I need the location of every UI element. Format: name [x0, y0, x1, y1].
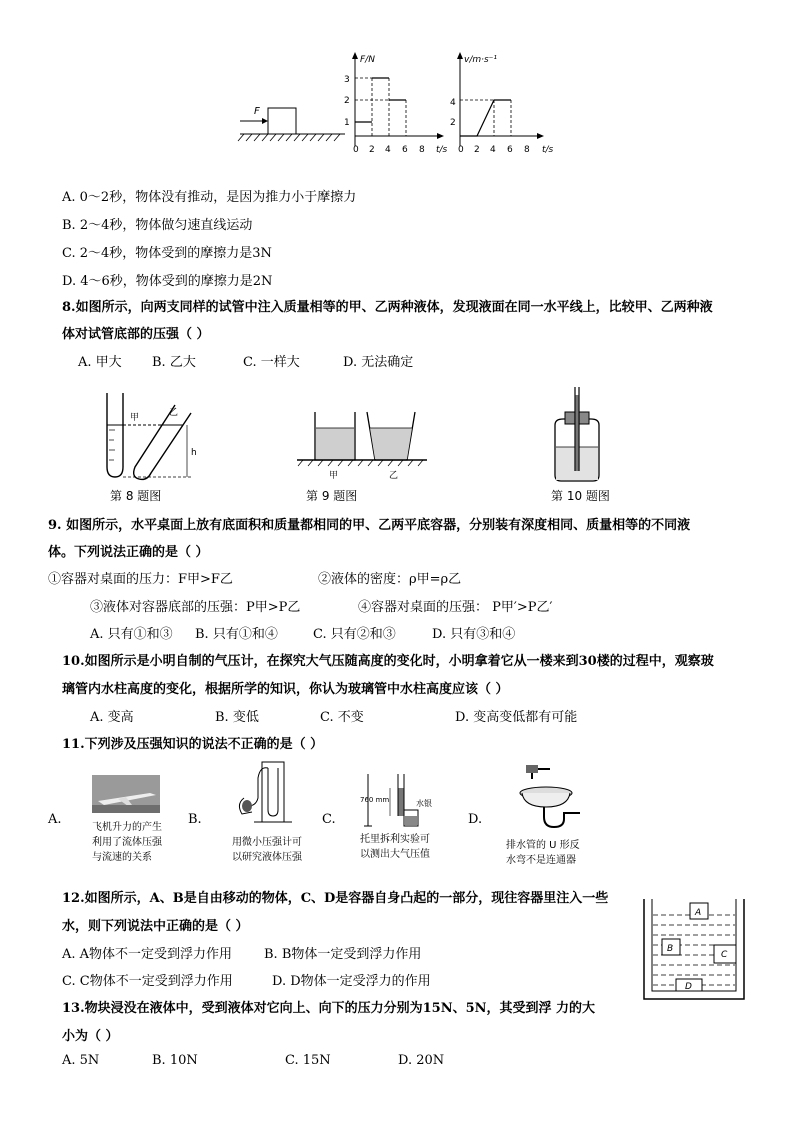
chart1-ytick: 1	[344, 118, 350, 128]
sink-trap-diagram	[510, 763, 585, 835]
chart1-ylabel: F/N	[360, 55, 375, 65]
chart2-xtick: 0	[458, 145, 464, 155]
q11-letter-b: B.	[188, 812, 202, 827]
q8-option-d: D. 无法确定	[343, 355, 414, 370]
q10-stem-line2: 璃管内水柱高度的变化，根据所学的知识，你认为玻璃管中水柱高度应该（ ）	[62, 682, 509, 697]
q10-option-a: A. 变高	[90, 710, 134, 725]
q11-letter-a: A.	[48, 812, 62, 827]
q12-stem-line1: 12.如图所示，A、B是自由移动的物体，C、D是容器自身凸起的一部分，现往容器里注入一些	[62, 891, 609, 906]
q9-statement-3: ③液体对容器底部的压强：P甲>P乙	[90, 600, 301, 615]
q13-stem-line1: 13.物块浸没在液体中，受到液体对它向上、向下的压力分别为15N、5N，其受到浮 力的大	[62, 1001, 596, 1016]
pressure-gauge-diagram	[238, 758, 298, 833]
airplane-photo	[92, 775, 160, 813]
q9-stem-line2: 体。下列说法正确的是（ ）	[48, 545, 209, 560]
q10-stem-line1: 10.如图所示是小明自制的气压计，在探究大气压随高度的变化时，小明拿着它从一楼来到30楼的过程中，观察玻	[62, 654, 714, 669]
q8-option-b: B. 乙大	[152, 355, 196, 370]
fig8-label-h: h	[191, 448, 197, 458]
q12-option-d: D. D物体一定受浮力的作用	[272, 974, 431, 989]
fig8-test-tubes	[95, 385, 225, 485]
force-label: F	[254, 106, 260, 117]
q7-option-d: D. 4～6秒，物体受到的摩擦力是2N	[62, 274, 273, 289]
chart2-xtick: 8	[524, 145, 530, 155]
q7-option-c: C. 2～4秒，物体受到的摩擦力是3N	[62, 246, 272, 261]
fig12-label-c: C	[721, 950, 728, 960]
q12-option-b: B. B物体一定受到浮力作用	[264, 947, 422, 962]
fig10-caption: 第 10 题图	[551, 489, 610, 503]
q9-statement-4: ④容器对桌面的压强： P甲′>P乙′	[358, 600, 553, 615]
torricelli-diagram	[358, 770, 448, 830]
fig9-caption: 第 9 题图	[306, 489, 358, 503]
fig12-label-d: D	[685, 982, 692, 992]
q11-letter-d: D.	[468, 812, 483, 827]
q9-option-c: C. 只有②和③	[313, 627, 396, 642]
q11-caption-b: 用微小压强计可 以研究液体压强	[232, 837, 302, 863]
q13-option-b: B. 10N	[152, 1053, 198, 1068]
q9-option-b: B. 只有①和④	[195, 627, 278, 642]
q7-option-a: A. 0～2秒，物体没有推动，是因为推力小于摩擦力	[62, 190, 357, 205]
chart1-ytick: 3	[344, 75, 350, 85]
q9-stem-line1: 9. 如图所示，水平桌面上放有底面积和质量都相同的甲、乙两平底容器，分别装有深度相同、质量相等的不同液	[48, 518, 691, 533]
fig10-barometer	[535, 385, 615, 485]
fig9-containers	[295, 400, 435, 485]
force-time-chart	[344, 52, 448, 155]
q11-letter-c: C.	[322, 812, 336, 827]
chart2-ytick: 2	[450, 118, 456, 128]
q9-option-a: A. 只有①和③	[90, 627, 173, 642]
label-mercury: 水银	[416, 799, 432, 808]
q11-caption-c: 托里拆利实验可 以测出大气压值	[360, 834, 430, 860]
fig12-label-a: A	[695, 908, 702, 918]
q12-stem-line2: 水，则下列说法中正确的是（ ）	[62, 919, 249, 934]
chart1-xtick: 0	[353, 145, 359, 155]
q10-option-d: D. 变高变低都有可能	[455, 710, 578, 725]
q8-option-c: C. 一样大	[243, 355, 300, 370]
q13-option-d: D. 20N	[398, 1053, 445, 1068]
q12-option-c: C. C物体不一定受到浮力作用	[62, 974, 233, 989]
chart1-xtick: 6	[402, 145, 408, 155]
q10-option-b: B. 变低	[215, 710, 259, 725]
fig12-container	[640, 893, 750, 1005]
q13-option-c: C. 15N	[285, 1053, 331, 1068]
q10-option-c: C. 不变	[320, 710, 364, 725]
q11-caption-a: 飞机升力的产生 利用了流体压强 与流速的关系	[92, 822, 162, 863]
fig9-label-jia: 甲	[329, 471, 339, 481]
q13-option-a: A. 5N	[62, 1053, 100, 1068]
chart2-xtick: 4	[490, 145, 496, 155]
q13-stem-line2: 小为（ ）	[62, 1029, 119, 1044]
q7-figure	[230, 48, 570, 160]
chart2-ylabel: v/m·s⁻¹	[464, 55, 498, 65]
q8-stem-line2: 体对试管底部的压强（ ）	[62, 327, 210, 342]
q11-stem: 11.下列涉及压强知识的说法不正确的是（ ）	[62, 737, 324, 752]
fig8-caption: 第 8 题图	[110, 489, 162, 503]
q8-stem-line1: 8.如图所示，向两支同样的试管中注入质量相等的甲、乙两种液体，发现液面在同一水平线上，比较甲、乙两种液	[62, 300, 713, 315]
label-760mm: 760 mm	[360, 796, 390, 804]
chart1-xlabel: t/s	[436, 145, 448, 155]
chart2-xtick: 2	[474, 145, 480, 155]
q11-caption-d: 排水管的 U 形反 水弯不是连通器	[506, 840, 580, 866]
chart1-ytick: 2	[344, 96, 350, 106]
q12-option-a: A. A物体不一定受到浮力作用	[62, 947, 233, 962]
chart1-xtick: 4	[385, 145, 391, 155]
q8-option-a: A. 甲大	[78, 355, 122, 370]
chart1-xtick: 2	[369, 145, 375, 155]
q9-statement-2: ②液体的密度：ρ甲=ρ乙	[318, 572, 462, 587]
chart2-ytick: 4	[450, 98, 456, 108]
block-diagram	[238, 106, 345, 141]
fig9-label-yi: 乙	[389, 471, 399, 481]
q7-option-b: B. 2～4秒，物体做匀速直线运动	[62, 218, 253, 233]
fig8-label-yi: 乙	[169, 408, 179, 418]
q9-statement-1: ①容器对桌面的压力：F甲>F乙	[48, 572, 233, 587]
velocity-time-chart	[450, 52, 554, 155]
chart1-xtick: 8	[419, 145, 425, 155]
fig8-label-jia: 甲	[130, 413, 140, 423]
fig12-label-b: B	[667, 944, 674, 954]
chart2-xtick: 6	[507, 145, 513, 155]
chart2-xlabel: t/s	[542, 145, 554, 155]
q9-option-d: D. 只有③和④	[432, 627, 516, 642]
